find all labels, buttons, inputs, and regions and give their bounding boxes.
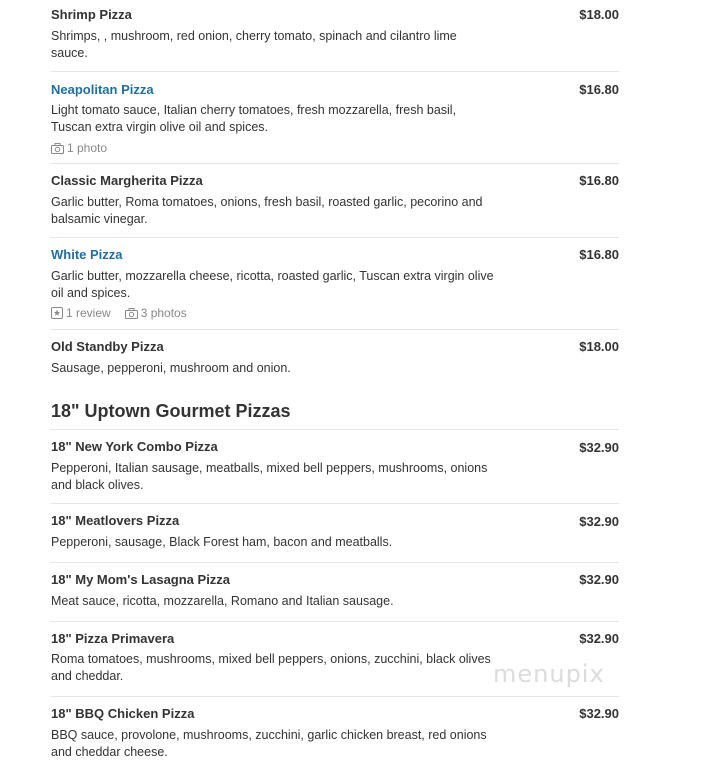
item-price: $32.90 [579, 706, 619, 721]
section-title: 18" Uptown Gourmet Pizzas [51, 400, 619, 430]
menu-item [51, 563, 619, 622]
photos-count: 3 photos [140, 306, 187, 320]
item-price: $32.90 [579, 514, 619, 529]
camera-icon [125, 308, 138, 319]
menu-list [51, 0, 619, 765]
item-description: BBQ sauce, provolone, mushrooms, zucchini, garlic chicken breast, red onions and cheddar cheese. [51, 728, 487, 759]
item-description: Meat sauce, ricotta, mozzarella, Romano and Italian sausage. [51, 594, 394, 608]
menu-item [51, 504, 619, 563]
item-name: 18" New York Combo Pizza [51, 439, 218, 454]
item-price: $18.00 [579, 339, 619, 354]
item-description: Garlic butter, Roma tomatoes, onions, fresh basil, roasted garlic, pecorino and balsamic vinegar. [51, 195, 483, 226]
item-price: $16.80 [579, 82, 619, 97]
photos-link[interactable] [125, 305, 187, 321]
item-price: $32.90 [579, 440, 619, 455]
item-name: 18" Meatlovers Pizza [51, 513, 180, 528]
menu-item [51, 72, 619, 164]
item-meta [51, 305, 201, 321]
photos-link[interactable] [51, 140, 107, 156]
item-description: Sausage, pepperoni, mushroom and onion. [51, 361, 291, 375]
item-price: $16.80 [579, 173, 619, 188]
menu-item [51, 0, 619, 72]
menu-item [51, 430, 619, 504]
item-price: $16.80 [579, 247, 619, 262]
item-description: Shrimps, , mushroom, red onion, cherry tomato, spinach and cilantro lime sauce. [51, 29, 457, 60]
item-price: $32.90 [579, 631, 619, 646]
menu-item [51, 238, 619, 330]
menu-item [51, 164, 619, 238]
item-name: Classic Margherita Pizza [51, 173, 203, 188]
item-description: Garlic butter, mozzarella cheese, ricotta, roasted garlic, Tuscan extra virgin olive oil and spices. [51, 269, 494, 300]
photos-count: 1 photo [67, 141, 108, 155]
item-description: Light tomato sauce, Italian cherry tomatoes, fresh mozzarella, fresh basil, Tuscan extra virgin olive oil and spices. [51, 103, 457, 134]
menu-item [51, 330, 619, 400]
reviews-count: 1 review [66, 306, 111, 320]
item-description: Pepperoni, sausage, Black Forest ham, bacon and meatballs. [51, 535, 393, 549]
item-name: 18" Pizza Primavera [51, 631, 175, 646]
item-description: Roma tomatoes, mushrooms, mixed bell peppers, onions, zucchini, black olives and cheddar. [51, 652, 491, 683]
item-name: Shrimp Pizza [51, 7, 132, 22]
camera-icon [51, 143, 64, 154]
item-meta [51, 140, 121, 156]
item-price: $32.90 [579, 572, 619, 587]
item-name-link[interactable]: White Pizza [51, 247, 123, 262]
menu-item [51, 697, 619, 765]
review-star-icon [51, 307, 63, 319]
watermark-logo: menupix [493, 660, 605, 688]
item-description: Pepperoni, Italian sausage, meatballs, mixed bell peppers, mushrooms, onions and black olives. [51, 461, 488, 492]
item-name-link[interactable]: Neapolitan Pizza [51, 82, 154, 97]
item-name: 18" BBQ Chicken Pizza [51, 706, 195, 721]
reviews-link[interactable] [51, 305, 111, 321]
item-name: Old Standby Pizza [51, 339, 164, 354]
item-price: $18.00 [579, 7, 619, 22]
item-name: 18" My Mom's Lasagna Pizza [51, 572, 231, 587]
